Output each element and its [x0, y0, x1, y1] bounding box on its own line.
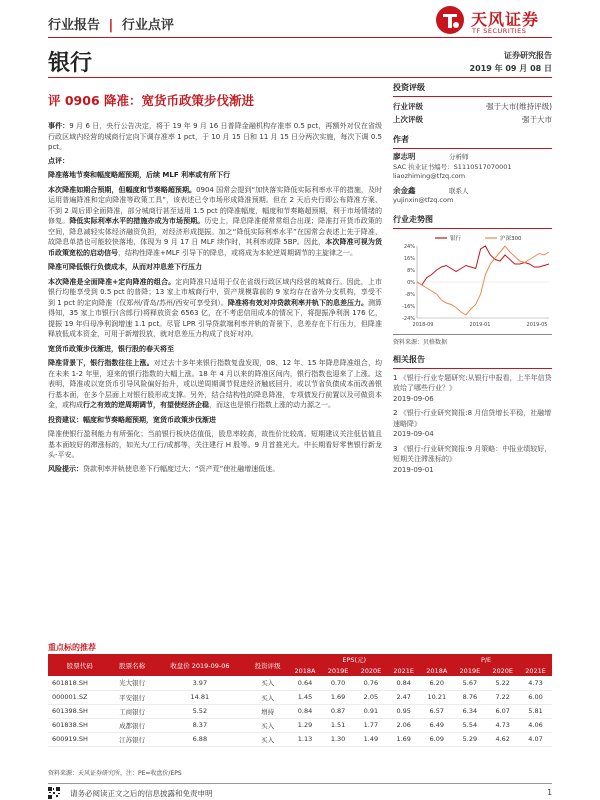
industry-rating-label: 行业评级: [393, 102, 423, 111]
header-divider: [48, 37, 552, 38]
paragraph-6: 降准使银行盈利能力有所强化；当前银行板块估值低，股息率较高，故性价比较高。短期建议关注低估值且基本面较好的滞涨标的，如光大/工行/成都等，关注建行 H 股等。9 月首推光大。中长期看好零售银行新龙头-平安。: [48, 430, 382, 459]
author-role: 分析师: [449, 153, 469, 161]
table-source: 资料来源：天风证券研究所，注：PE=收盘价/EPS: [48, 770, 182, 777]
category-separator: |: [108, 18, 114, 33]
title-divider: [48, 77, 552, 78]
cell-name: 平安银行: [111, 690, 152, 704]
y-tick-label: 8%: [407, 267, 415, 274]
section-heading-4: 投资建议：幅度和节奏略超预期，宽货币政策步伐渐进: [48, 415, 216, 424]
p4-text: 定向降准只适用于仅在省级行政区域内经营的城商行。因此，上市银行均能享受到 0.5 pct 的普降；13 家上市城商行中，资产规模靠前的 9 家均存在省外分支机构，享受不到 1 pct 的定向降准（仅郑州/青岛/苏州/西安可享受到）。: [48, 277, 382, 307]
cell-rating: 买入: [247, 732, 288, 746]
cell-price: 6.88: [153, 732, 247, 746]
p3-text: 0904 国常会提到“加快落实降低实际利率水平的措施，及时运用普遍降准和定向降准等政策工具”，该表述已令市场形成降准预期。但在 2 天后央行即公布降准方案，不到 2 周后即全面降准，部分城商行甚至适用 1.5 pct 的降准幅度，幅度和节奏略超预期，利于市场情绪的修复。: [48, 185, 383, 225]
industry-rating-value: 强于大市(维持评级): [486, 102, 552, 111]
cell-pe: 6.49: [420, 718, 453, 732]
cell-pe: 4.62: [486, 732, 519, 746]
cell-pe: 6.20: [420, 676, 453, 690]
cell-pe: 7.22: [486, 690, 519, 704]
cell-pe: 4.73: [519, 676, 552, 690]
author-email[interactable]: liaozhiming@tfzq.com: [393, 172, 466, 180]
trend-chart-svg: [393, 232, 552, 332]
category-industry-comment: 行业点评: [121, 18, 174, 33]
related-date: 2019-09-06: [393, 394, 434, 403]
trend-chart-title: 行业走势图: [393, 212, 552, 229]
p4-text-2: 测算得知，35 家上市银行(含郎行)将释放资金 6563 亿，在不考虑信用成本的情况下，将提振净利润 176 亿，提振 19 年归母净利润增速 1.1 pct。尽管 LPR 引导贷款端利率并轨的背景下，息差存在下行压力，但降准释放低成本资金，可用于新增投放，就对息差压力构成了良好对冲。: [48, 298, 383, 338]
report-date: 2019 年 09 月 08 日: [469, 64, 552, 73]
cell-pe: 6.57: [420, 704, 453, 718]
cell-eps: 1.69: [322, 690, 355, 704]
y-tick-label: 24%: [403, 243, 415, 250]
related-report-3[interactable]: [393, 444, 552, 476]
th-year: 2019E: [453, 665, 486, 676]
cell-pe: 6.34: [453, 704, 486, 718]
cell-rating: 买入: [247, 676, 288, 690]
cell-eps: 1.77: [354, 718, 387, 732]
table-row: [48, 732, 552, 746]
paragraph-3: [48, 185, 382, 259]
table-row: [48, 704, 552, 718]
cell-pe: 10.21: [420, 690, 453, 704]
cell-name: 江苏银行: [111, 732, 152, 746]
p3-bold-2: 降低实际利率水平的措施亦成为市场预期。: [69, 217, 205, 225]
risk-label: 风险提示：: [48, 464, 83, 473]
related-num: 1: [393, 373, 398, 382]
series-line-bank: [417, 246, 549, 285]
cell-pe: 6.09: [420, 732, 453, 746]
cell-eps: 0.91: [354, 704, 387, 718]
paragraph-4: [48, 277, 382, 340]
report-title: 评 0906 降准：宽货币政策步伐渐进: [48, 93, 254, 108]
author-name: 余金鑫: [393, 185, 416, 195]
section-heading-2: 降准可降低银行负债成本，从而对冲息差下行压力: [48, 263, 202, 271]
event-label: 事件：: [48, 122, 70, 130]
cell-rating: 增持: [247, 704, 288, 718]
related-num: 2: [393, 409, 398, 417]
th-name: 股票名称: [111, 654, 152, 676]
th-year: 2019E: [322, 665, 355, 676]
main-body: [48, 121, 382, 477]
prev-rating-value: 强于大市: [522, 115, 552, 124]
cell-rating: 买入: [247, 718, 288, 732]
p3-bold: 本次降准如期合预期，但幅度和节奏略超预期。: [48, 185, 197, 194]
sidebar: [393, 80, 552, 475]
author-1: [393, 152, 552, 182]
risk-paragraph: [48, 464, 382, 475]
th-year: 2020E: [354, 665, 387, 676]
footer-disclaimer: 请务必阅读正文之后的信息披露和免责申明: [70, 789, 213, 798]
comment-label: 点评：: [48, 156, 69, 165]
logo-english-text: TF SECURITIES: [472, 27, 527, 35]
recommend-table: [48, 654, 552, 747]
chart-source: 资料来源：贝格数据: [393, 334, 552, 346]
th-year: 2018A: [420, 665, 453, 676]
th-year: 2018A: [288, 665, 321, 676]
cell-pe: 4.07: [519, 732, 552, 746]
cell-eps: 1.45: [288, 690, 321, 704]
cell-pe: 4.06: [519, 718, 552, 732]
cell-eps: 2.47: [387, 690, 420, 704]
y-tick-label: -24%: [402, 315, 415, 322]
cell-rating: 买入: [247, 690, 288, 704]
event-paragraph: [48, 121, 382, 153]
cell-eps: 1.29: [288, 718, 321, 732]
author-2: [393, 186, 552, 206]
cell-eps: 0.84: [288, 704, 321, 718]
x-tick-label: 2019-01: [469, 321, 491, 328]
related-report-2[interactable]: [393, 408, 552, 440]
report-category: [48, 14, 174, 33]
logo-chinese-text: 天风证券: [471, 10, 540, 29]
industry-name: 银行: [48, 51, 93, 76]
cell-name: 工商银行: [111, 704, 152, 718]
related-report-1[interactable]: [393, 373, 552, 405]
p4-bold: 本次降准是全面降准+定向降准的组合。: [48, 277, 176, 286]
cell-eps: 0.76: [354, 676, 387, 690]
table-body: [48, 676, 552, 746]
cell-pe: 4.73: [486, 718, 519, 732]
y-tick-label: 16%: [403, 255, 415, 262]
p5-bold: 降准背景下，银行指数往往上涨。: [48, 359, 154, 367]
cell-pe: 6.00: [519, 690, 552, 704]
x-tick-label: 2018-09: [412, 321, 434, 328]
paragraph-5: [48, 358, 382, 411]
th-price: 收盘价 2019-09-06: [153, 654, 247, 676]
section-heading-1: 降准落地节奏和幅度略超预期，后续 MLF 利率或有所下行: [48, 171, 231, 179]
p3-text-3: ，结构性降准+MLF 引导下的降息，或将成为本轮逆周期调节的主旋律之一。: [118, 248, 358, 257]
cell-code: 600919.SH: [48, 732, 111, 746]
cell-code: 601398.SH: [48, 704, 111, 718]
page-number: 1: [547, 788, 552, 797]
cell-eps: 0.87: [322, 704, 355, 718]
qr-code-icon: [48, 787, 60, 799]
cell-eps: 0.70: [322, 676, 355, 690]
related-num: 3: [393, 444, 398, 453]
cell-eps: 0.95: [387, 704, 420, 718]
cell-price: 14.81: [153, 690, 247, 704]
table-header-row: [48, 654, 552, 665]
trend-chart: [393, 232, 552, 332]
cell-pe: 5.67: [453, 676, 486, 690]
footer-divider: [48, 783, 552, 784]
tf-logo-icon: [435, 5, 465, 35]
industry-rating-row: [393, 100, 552, 113]
related-reports-title: 相关报告: [393, 352, 552, 369]
cell-eps: 0.84: [387, 676, 420, 690]
report-type: 证券研究报告: [504, 51, 552, 60]
legend-label: 银行: [450, 235, 462, 242]
p3-text-2: 历史上，降息降准便常常组合出现；降准打开货币政策的空间，降息减轻实体经济融资负担，对经济形成提振。加之“降低实际利率水平”在国常会表述上先于降准，故降息单措也可能较快落地，体现为 9 月 17 日 MLF 续作时，其利率或降 5BP。因此，: [48, 217, 383, 246]
risk-text: 贷款利率并轨使息差下行幅度过大；“资产荒”使社融增速低迷。: [83, 464, 280, 473]
p5-text: 对过去十多年来银行指数复盘发现，08、12 年、15 年降息降准组合，均在未来 1-2 年里，迎来的银行指数的大幅上涨。18 年 4 月以来的降准区间内，银行指数也迎来了上涨。这表明，降准或以宽货币引导风险偏好抬升，或以逆周期调节促进经济触底回升，或以节省负债成本而改善银行基本面，在多个层面上对银行股形成支撑。另外，结合结构性的降息降准，专项债发行前置以及可做资本金，或构成: [48, 359, 382, 409]
cell-eps: 1.30: [322, 732, 355, 746]
th-year: 2021E: [387, 665, 420, 676]
related-text: 《银行-行业研究简报:9 月策略：中报业绩较好，短期关注滞涨标的》: [393, 444, 552, 463]
table-row: [48, 676, 552, 690]
cell-price: 3.97: [153, 676, 247, 690]
cell-code: 000001.SZ: [48, 690, 111, 704]
table-row: [48, 718, 552, 732]
cell-code: 601818.SH: [48, 676, 111, 690]
th-pe: P/E: [420, 654, 552, 665]
author-title: 作者: [393, 132, 552, 149]
cell-pe: 5.22: [486, 676, 519, 690]
th-year: 2020E: [486, 665, 519, 676]
tf-securities-logo: [435, 5, 585, 39]
author-name: 廖志明: [393, 152, 416, 161]
cell-price: 8.37: [153, 718, 247, 732]
prev-rating-label: 上次评级: [393, 115, 423, 124]
table-title: 重点标的推荐: [48, 643, 96, 652]
cell-eps: 1.49: [354, 732, 387, 746]
y-tick-label: -16%: [402, 303, 415, 310]
cell-eps: 2.06: [387, 718, 420, 732]
p3-bold-3: 本次降准可视为货币政策宽松的启动信号: [48, 238, 382, 257]
related-text: 《银行-行业研究简报:8 月信贷增长平稳，社融增速略降》: [393, 409, 552, 428]
th-code: 股票代码: [48, 654, 111, 676]
th-rating: 投资评级: [247, 654, 288, 676]
cell-eps: 1.13: [288, 732, 321, 746]
author-email[interactable]: yujinxin@tfzq.com: [393, 196, 454, 204]
cell-eps: 1.69: [387, 732, 420, 746]
cell-code: 601838.SH: [48, 718, 111, 732]
cell-pe: 5.29: [453, 732, 486, 746]
cell-pe: 6.07: [486, 704, 519, 718]
prev-rating-row: [393, 113, 552, 126]
event-text: 9 月 6 日，央行公告决定，将于 19 年 9 月 16 日普降金融机构存准率 0.5 pct，再额外对仅在省级行政区域内经营的城商行定向下调存准率 1 pct，于 10 月 15 日和 11 月 15 日分两次实施，每次下调 0.5 pct。: [48, 122, 383, 151]
y-tick-label: 0%: [407, 279, 415, 286]
cell-eps: 0.64: [288, 676, 321, 690]
legend-label: 沪深300: [500, 235, 522, 242]
table-row: [48, 690, 552, 704]
th-eps: EPS(元): [288, 654, 420, 665]
th-year: 2021E: [519, 665, 552, 676]
cell-pe: 8.76: [453, 690, 486, 704]
related-date: 2019-09-01: [393, 465, 434, 474]
p5-bold-2: 行之有效的逆周期调节，有望使经济企稳: [83, 401, 209, 409]
p4-bold-2: 降准将有效对冲贷款利率并轨下的息差压力。: [227, 298, 368, 307]
invest-rating-title: 投资评级: [393, 80, 552, 97]
cell-eps: 1.51: [322, 718, 355, 732]
cell-name: 成都银行: [111, 718, 152, 732]
category-industry-report: 行业报告: [48, 18, 101, 33]
author-role: 联系人: [449, 186, 469, 195]
series-line-hs300: [417, 246, 549, 315]
section-heading-3: 宽货币政策步伐渐进，银行股的春天将至: [48, 344, 174, 353]
author-cert: SAC 执业证书编号：S1110517070001: [393, 162, 512, 171]
cell-pe: 5.81: [519, 704, 552, 718]
related-date: 2019-09-04: [393, 430, 434, 438]
cell-name: 光大银行: [111, 676, 152, 690]
related-text: 《银行-行业专题研究:从银行中报看，上半年信贷放给了哪些行业？》: [393, 373, 552, 392]
x-tick-label: 2019-05: [526, 321, 548, 328]
cell-eps: 2.05: [354, 690, 387, 704]
p5-text-2: ，而这也是银行指数上涨的动力源之一。: [209, 401, 335, 409]
cell-pe: 5.54: [453, 718, 486, 732]
cell-price: 5.52: [153, 704, 247, 718]
y-tick-label: -8%: [405, 291, 415, 298]
